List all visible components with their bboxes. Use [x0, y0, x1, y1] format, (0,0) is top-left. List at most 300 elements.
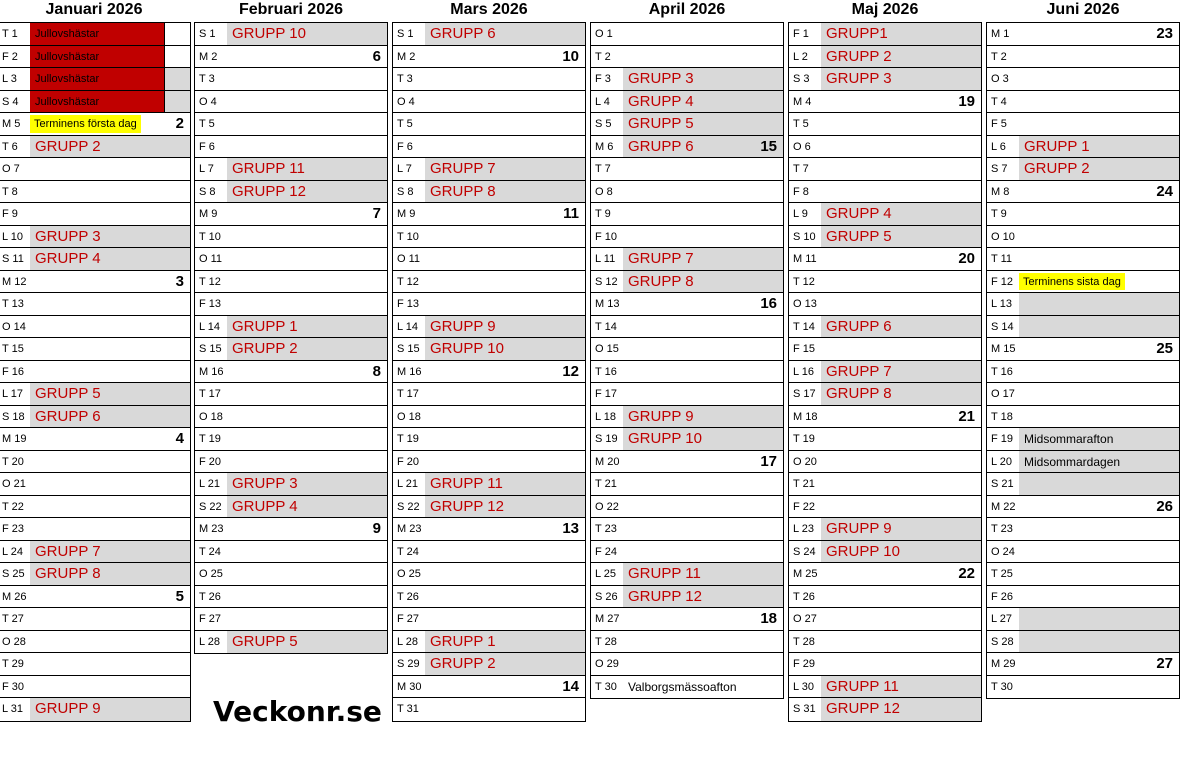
day-label: S 22: [195, 496, 227, 518]
day-note: GRUPP 10: [628, 430, 702, 447]
day-row: [987, 113, 1179, 136]
day-label: T 10: [199, 230, 221, 243]
day-note: Valborgsmässoafton: [628, 679, 737, 694]
day-label: F 9: [2, 208, 18, 220]
day-label: M 22: [991, 500, 1016, 513]
day-row: [393, 23, 585, 46]
day-label: O 7: [2, 163, 20, 175]
day-label: F 3: [591, 68, 623, 90]
day-label: S 26: [591, 586, 623, 608]
day-label: T 27: [2, 613, 24, 625]
day-row: [987, 181, 1179, 204]
day-label: M 23: [397, 523, 422, 535]
day-row: [591, 428, 783, 451]
day-label: F 22: [793, 500, 816, 513]
day-label: O 25: [199, 568, 223, 580]
day-label: O 22: [595, 500, 619, 513]
day-label: L 9: [789, 203, 821, 225]
day-label: S 7: [987, 158, 1019, 180]
month-column: [392, 0, 586, 722]
day-row: [591, 496, 783, 519]
month-column: [0, 0, 191, 722]
day-list: [0, 22, 191, 722]
day-label: S 21: [987, 473, 1019, 495]
holiday-highlight: [30, 46, 165, 68]
day-note: GRUPP 2: [430, 655, 496, 672]
day-list: [788, 22, 982, 722]
day-row: [0, 136, 190, 159]
day-label: F 12: [991, 275, 1014, 288]
week-number: 4: [175, 430, 184, 447]
day-note: GRUPP 6: [826, 317, 892, 335]
week-number: 8: [372, 362, 381, 380]
day-row: [987, 496, 1179, 519]
day-label: F 30: [2, 680, 25, 693]
day-label: T 9: [991, 208, 1007, 220]
week-number: 3: [175, 272, 184, 290]
day-row: [789, 428, 981, 451]
week-number: 6: [372, 47, 381, 65]
day-label: T 19: [397, 433, 419, 445]
week-number: 17: [760, 452, 777, 470]
day-row: [393, 181, 585, 204]
day-row: [195, 428, 387, 451]
logo: Veckonr.se: [213, 695, 382, 728]
day-label: M 12: [2, 275, 27, 288]
day-row: [0, 406, 190, 429]
day-label: S 22: [393, 496, 425, 518]
day-label: T 9: [595, 208, 611, 220]
day-row: [591, 226, 783, 249]
day-label: T 25: [991, 568, 1013, 580]
day-label: T 23: [991, 523, 1013, 535]
day-row: [393, 271, 585, 294]
day-label: T 5: [793, 118, 809, 130]
day-note: GRUPP 5: [35, 385, 101, 402]
day-label: O 6: [793, 140, 811, 153]
day-note: Jullovshästar: [35, 28, 100, 40]
day-note: GRUPP 12: [430, 497, 504, 515]
day-label: L 21: [195, 473, 227, 495]
day-label: M 2: [199, 50, 218, 63]
day-label: T 14: [595, 320, 617, 333]
day-row: [987, 91, 1179, 114]
day-label: T 26: [397, 590, 419, 603]
holiday-highlight: [30, 23, 165, 45]
day-note: GRUPP1: [826, 25, 888, 42]
day-label: F 2: [2, 50, 18, 63]
day-row: [393, 473, 585, 496]
day-label: T 4: [991, 95, 1007, 108]
day-label: T 17: [397, 388, 419, 400]
day-row: [195, 473, 387, 496]
day-label: S 11: [0, 248, 30, 270]
day-label: T 19: [793, 433, 815, 445]
day-row: [987, 248, 1179, 271]
day-label: F 24: [595, 545, 618, 558]
day-note: GRUPP 3: [232, 475, 298, 492]
day-row: [591, 586, 783, 609]
day-row: [393, 586, 585, 609]
holiday-highlight: [30, 68, 165, 90]
day-row: [195, 136, 387, 159]
day-label: S 31: [789, 698, 821, 721]
day-label: T 19: [199, 433, 221, 445]
day-row: [195, 158, 387, 181]
day-label: T 7: [595, 163, 611, 175]
day-note: GRUPP 5: [826, 227, 892, 245]
day-row: [0, 68, 190, 91]
week-number: 2: [175, 115, 184, 132]
day-row: [0, 46, 190, 69]
day-label: T 2: [991, 50, 1007, 63]
day-label: F 17: [595, 388, 618, 400]
day-note: GRUPP 2: [232, 340, 298, 357]
day-label: M 9: [397, 208, 416, 220]
day-row: [195, 68, 387, 91]
day-label: T 5: [199, 118, 215, 130]
day-row: [591, 293, 783, 316]
day-row: [393, 608, 585, 631]
day-label: M 18: [793, 410, 818, 423]
day-label: T 15: [2, 343, 24, 355]
day-label: M 6: [591, 136, 623, 158]
day-row: [0, 158, 190, 181]
day-row: [0, 586, 190, 609]
day-note: Midsommarafton: [1024, 432, 1114, 446]
day-row: [393, 563, 585, 586]
day-label: T 28: [595, 635, 617, 648]
day-row: [591, 248, 783, 271]
day-note: GRUPP 3: [628, 70, 694, 87]
day-row: [591, 608, 783, 631]
day-row: [195, 361, 387, 384]
day-label: M 29: [991, 658, 1016, 670]
week-number: 13: [562, 520, 579, 537]
day-row: [987, 473, 1179, 496]
day-row: [591, 68, 783, 91]
day-note: GRUPP 6: [628, 137, 694, 155]
day-label: S 10: [789, 226, 821, 248]
day-row: [789, 338, 981, 361]
day-note: GRUPP 10: [430, 340, 504, 357]
day-row: [591, 338, 783, 361]
day-label: L 21: [393, 473, 425, 495]
day-note: GRUPP 12: [232, 182, 306, 200]
day-label: L 2: [789, 46, 821, 68]
day-label: T 6: [0, 136, 30, 158]
day-row: [0, 518, 190, 541]
day-label: O 21: [2, 478, 26, 490]
week-number: 20: [958, 250, 975, 267]
week-number: 16: [760, 295, 777, 312]
week-number: 21: [958, 407, 975, 425]
day-note: GRUPP 7: [430, 160, 496, 177]
day-label: T 20: [2, 455, 24, 468]
day-label: O 27: [793, 613, 817, 625]
day-label: T 24: [199, 545, 221, 558]
day-row: [591, 181, 783, 204]
day-row: [195, 181, 387, 204]
day-row: [987, 226, 1179, 249]
day-row: [0, 271, 190, 294]
day-row: [393, 248, 585, 271]
day-row: [393, 451, 585, 474]
day-row: [987, 631, 1179, 654]
day-row: [0, 338, 190, 361]
day-row: [393, 698, 585, 721]
day-row: [0, 428, 190, 451]
day-row: [987, 316, 1179, 339]
day-note: GRUPP 4: [826, 205, 892, 222]
day-note: GRUPP 7: [628, 250, 694, 267]
day-row: [591, 383, 783, 406]
day-row: [0, 496, 190, 519]
day-row: [195, 338, 387, 361]
day-label: T 18: [991, 410, 1013, 423]
day-row: [0, 676, 190, 699]
day-label: O 15: [595, 343, 619, 355]
day-label: O 24: [991, 545, 1015, 558]
week-number: 9: [372, 520, 381, 537]
day-row: [0, 361, 190, 384]
day-row: [789, 631, 981, 654]
day-note: GRUPP 12: [628, 587, 702, 605]
day-label: L 16: [789, 361, 821, 383]
day-note: Midsommardagen: [1024, 454, 1121, 469]
day-list: [590, 22, 784, 699]
day-note: GRUPP 7: [35, 542, 101, 560]
day-note: GRUPP 9: [628, 407, 694, 425]
day-row: [0, 203, 190, 226]
day-row: [195, 113, 387, 136]
day-row: [789, 158, 981, 181]
term-highlight: Terminens sista dag: [1019, 273, 1125, 291]
day-note: GRUPP 1: [232, 317, 298, 335]
day-row: [393, 226, 585, 249]
day-label: L 24: [0, 541, 30, 563]
day-note: GRUPP 6: [430, 25, 496, 42]
day-row: [987, 203, 1179, 226]
day-row: [591, 271, 783, 294]
day-row: [789, 383, 981, 406]
day-label: T 21: [793, 478, 815, 490]
day-label: T 30: [991, 680, 1013, 693]
day-label: L 20: [987, 451, 1019, 473]
day-row: [987, 653, 1179, 676]
day-label: O 4: [397, 95, 415, 108]
day-label: S 1: [393, 23, 425, 45]
day-row: [789, 361, 981, 384]
day-row: [195, 248, 387, 271]
day-row: [987, 293, 1179, 316]
week-number: 10: [562, 47, 579, 65]
day-label: M 11: [793, 253, 817, 265]
day-row: [591, 361, 783, 384]
term-highlight: Terminens första dag: [30, 115, 141, 133]
day-row: [393, 653, 585, 676]
day-row: [393, 361, 585, 384]
day-label: T 10: [397, 230, 419, 243]
day-label: L 30: [789, 676, 821, 698]
day-note: GRUPP 9: [35, 700, 101, 717]
day-note: GRUPP 8: [35, 565, 101, 582]
week-number: 14: [562, 677, 579, 695]
day-note: Jullovshästar: [35, 50, 100, 63]
day-row: [789, 248, 981, 271]
day-label: S 1: [195, 23, 227, 45]
day-label: O 11: [199, 253, 223, 265]
month-column: [194, 0, 388, 654]
day-note: GRUPP 10: [826, 542, 900, 560]
day-label: L 11: [591, 248, 623, 270]
month-column: [590, 0, 784, 699]
day-row: [789, 586, 981, 609]
day-label: O 8: [595, 185, 613, 198]
day-label: L 31: [0, 698, 30, 721]
day-row: [0, 541, 190, 564]
day-label: F 10: [595, 230, 618, 243]
day-label: T 12: [793, 275, 815, 288]
day-note: GRUPP 2: [35, 137, 101, 155]
day-note: GRUPP 3: [826, 70, 892, 87]
day-row: [195, 608, 387, 631]
day-row: [789, 698, 981, 721]
day-label: S 18: [0, 406, 30, 428]
day-row: [393, 316, 585, 339]
day-row: [987, 428, 1179, 451]
day-row: [591, 203, 783, 226]
day-row: [393, 46, 585, 69]
week-number: 27: [1156, 655, 1173, 672]
day-label: M 16: [199, 365, 224, 378]
day-row: [987, 383, 1179, 406]
day-label: L 7: [195, 158, 227, 180]
day-row: [789, 563, 981, 586]
day-label: T 23: [595, 523, 617, 535]
week-number: 18: [760, 610, 777, 627]
day-label: L 3: [0, 68, 30, 90]
day-label: M 8: [991, 185, 1010, 198]
day-label: T 17: [199, 388, 221, 400]
day-label: F 20: [397, 455, 420, 468]
day-row: [393, 676, 585, 699]
day-row: [591, 406, 783, 429]
day-label: T 13: [2, 298, 24, 310]
day-row: [591, 316, 783, 339]
day-label: S 5: [591, 113, 623, 135]
day-label: T 26: [793, 590, 815, 603]
day-row: [195, 541, 387, 564]
day-label: L 13: [987, 293, 1019, 315]
day-row: [0, 631, 190, 654]
day-row: [0, 473, 190, 496]
day-label: F 6: [199, 140, 215, 153]
day-note: GRUPP 3: [35, 227, 101, 245]
day-row: [789, 91, 981, 114]
day-note: Jullovshästar: [35, 95, 100, 108]
day-row: [393, 631, 585, 654]
day-row: [987, 23, 1179, 46]
day-row: [393, 203, 585, 226]
day-row: [0, 563, 190, 586]
day-row: [591, 676, 783, 699]
day-label: T 5: [397, 118, 413, 130]
day-row: [0, 698, 190, 721]
day-label: M 15: [991, 343, 1016, 355]
day-row: [195, 271, 387, 294]
day-label: M 1: [991, 28, 1010, 40]
day-label: F 5: [991, 118, 1007, 130]
day-row: [0, 226, 190, 249]
day-label: F 13: [199, 298, 222, 310]
day-row: [987, 563, 1179, 586]
day-label: L 10: [0, 226, 30, 248]
day-label: M 13: [595, 298, 620, 310]
day-label: M 27: [595, 613, 620, 625]
day-row: [0, 653, 190, 676]
day-row: [987, 158, 1179, 181]
day-row: [0, 316, 190, 339]
day-label: L 6: [987, 136, 1019, 158]
week-number: 11: [563, 205, 579, 222]
day-row: [987, 338, 1179, 361]
day-label: T 29: [2, 658, 24, 670]
day-row: [789, 46, 981, 69]
day-row: [591, 136, 783, 159]
day-row: [591, 653, 783, 676]
day-note: GRUPP 10: [232, 25, 306, 42]
day-label: S 4: [0, 91, 30, 113]
day-label: T 11: [991, 253, 1012, 265]
day-row: [987, 361, 1179, 384]
day-row: [393, 158, 585, 181]
day-note: GRUPP 7: [826, 362, 892, 380]
day-label: O 18: [397, 410, 421, 423]
day-label: L 14: [393, 316, 425, 338]
day-label: T 3: [199, 73, 215, 85]
week-number: 25: [1156, 340, 1173, 357]
day-note: GRUPP 11: [826, 677, 899, 695]
day-row: [393, 68, 585, 91]
day-label: M 26: [2, 590, 27, 603]
day-label: O 10: [991, 230, 1015, 243]
day-label: S 25: [0, 563, 30, 585]
day-label: O 29: [595, 658, 619, 670]
week-number: 15: [760, 137, 777, 155]
day-label: T 28: [793, 635, 815, 648]
day-label: T 26: [199, 590, 221, 603]
day-row: [0, 293, 190, 316]
day-row: [987, 518, 1179, 541]
day-list: [986, 22, 1180, 699]
day-label: O 3: [991, 73, 1009, 85]
day-note: GRUPP 1: [1024, 137, 1090, 155]
month-title: April 2026: [648, 1, 726, 18]
day-label: S 15: [195, 338, 227, 360]
day-note: GRUPP 2: [826, 47, 892, 65]
day-row: [591, 473, 783, 496]
day-row: [393, 496, 585, 519]
day-label: L 25: [591, 563, 623, 585]
day-label: T 8: [2, 185, 18, 198]
week-number: 7: [372, 205, 381, 222]
week-number: 26: [1156, 497, 1173, 515]
day-label: T 3: [397, 73, 413, 85]
day-row: [0, 608, 190, 631]
day-label: M 9: [199, 208, 218, 220]
day-row: [789, 203, 981, 226]
